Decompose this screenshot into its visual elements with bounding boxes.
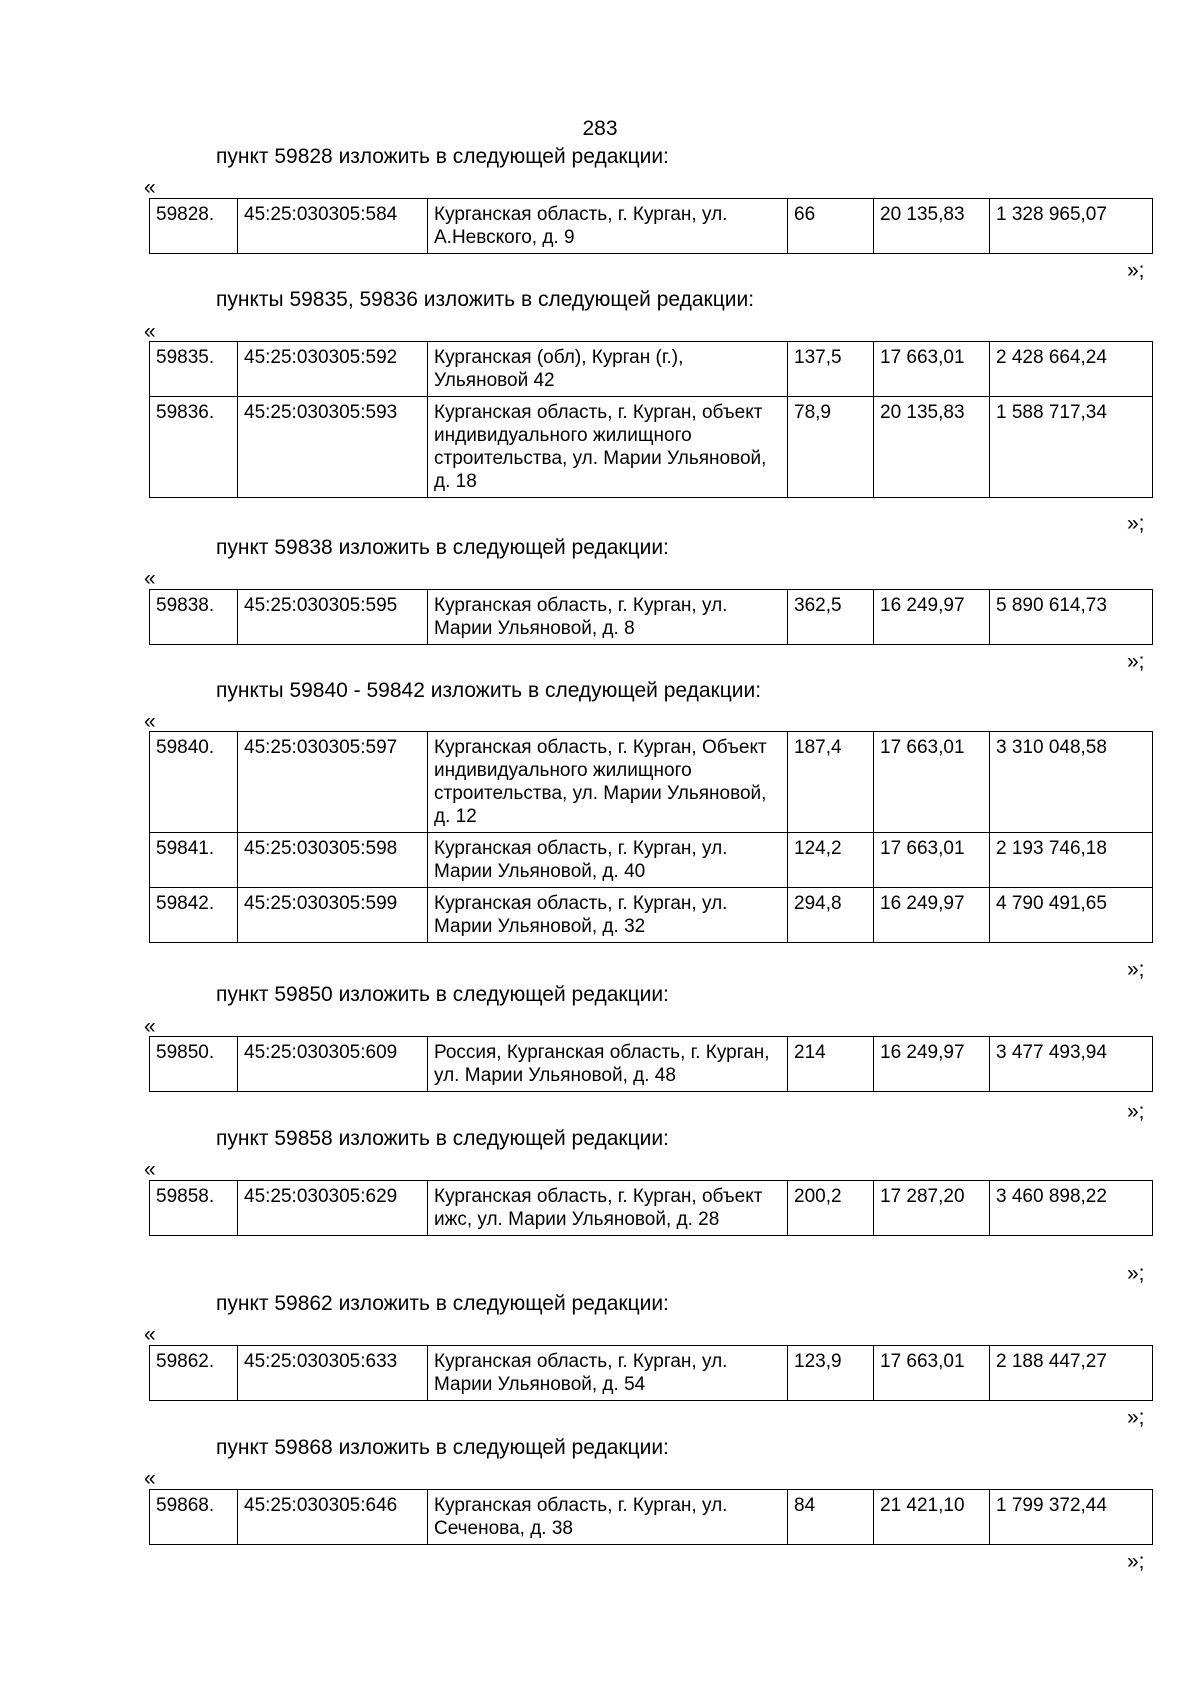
cadastral-value-cell: 3 460 898,22 [990, 1181, 1153, 1236]
area-cell: 78,9 [788, 397, 874, 498]
close-quote: »; [1127, 1262, 1145, 1285]
close-quote: »; [1127, 1550, 1145, 1573]
area-cell: 187,4 [788, 732, 874, 833]
row-number-cell: 59862. [150, 1346, 238, 1401]
cadastral-number-cell: 45:25:030305:584 [238, 199, 428, 254]
table-row [150, 199, 1153, 254]
section-intro: пункты 59840 - 59842 изложить в следующей редакции: [216, 679, 762, 702]
row-number-cell: 59838. [150, 590, 238, 645]
cadastral-number-cell: 45:25:030305:592 [238, 342, 428, 397]
cadastral-value-cell: 2 188 447,27 [990, 1346, 1153, 1401]
area-cell: 200,2 [788, 1181, 874, 1236]
table-row [150, 1181, 1153, 1236]
cadastral-value-cell: 5 890 614,73 [990, 590, 1153, 645]
cadastral-value-cell: 1 588 717,34 [990, 397, 1153, 498]
table-row [150, 1490, 1153, 1545]
edit-table [149, 731, 1153, 943]
row-number-cell: 59858. [150, 1181, 238, 1236]
cadastral-value-cell: 1 328 965,07 [990, 199, 1153, 254]
section-intro: пункт 59862 изложить в следующей редакции: [216, 1292, 669, 1315]
table-row [150, 833, 1153, 888]
close-quote: »; [1127, 1406, 1145, 1429]
area-cell: 124,2 [788, 833, 874, 888]
rate-cell: 17 663,01 [874, 732, 990, 833]
table-row [150, 1346, 1153, 1401]
rate-cell: 16 249,97 [874, 1037, 990, 1092]
close-quote: »; [1127, 1100, 1145, 1123]
address-cell: Курганская область, г. Курган, ул. Марии Ульяновой, д. 8 [428, 590, 788, 645]
section-intro: пункт 59838 изложить в следующей редакции: [216, 536, 669, 559]
row-number-cell: 59841. [150, 833, 238, 888]
edit-table [149, 1345, 1153, 1401]
address-cell: Курганская область, г. Курган, объект ижс, ул. Марии Ульяновой, д. 28 [428, 1181, 788, 1236]
open-quote: « [144, 1323, 156, 1346]
edit-table [149, 341, 1153, 498]
close-quote: »; [1127, 650, 1145, 673]
edit-table [149, 198, 1153, 254]
cadastral-number-cell: 45:25:030305:633 [238, 1346, 428, 1401]
edit-table [149, 1036, 1153, 1092]
cadastral-number-cell: 45:25:030305:595 [238, 590, 428, 645]
rate-cell: 17 663,01 [874, 342, 990, 397]
address-cell: Курганская область, г. Курган, ул. Марии Ульяновой, д. 32 [428, 888, 788, 943]
section-intro: пункт 59858 изложить в следующей редакции: [216, 1127, 669, 1150]
address-cell: Курганская область, г. Курган, ул. Марии Ульяновой, д. 54 [428, 1346, 788, 1401]
rate-cell: 21 421,10 [874, 1490, 990, 1545]
table-row [150, 1037, 1153, 1092]
cadastral-number-cell: 45:25:030305:629 [238, 1181, 428, 1236]
table-row [150, 397, 1153, 498]
cadastral-value-cell: 4 790 491,65 [990, 888, 1153, 943]
rate-cell: 17 663,01 [874, 833, 990, 888]
cadastral-value-cell: 1 799 372,44 [990, 1490, 1153, 1545]
rate-cell: 16 249,97 [874, 590, 990, 645]
table-row [150, 342, 1153, 397]
row-number-cell: 59835. [150, 342, 238, 397]
row-number-cell: 59850. [150, 1037, 238, 1092]
edit-table [149, 589, 1153, 645]
cadastral-value-cell: 2 193 746,18 [990, 833, 1153, 888]
cadastral-number-cell: 45:25:030305:599 [238, 888, 428, 943]
page-number: 283 [582, 117, 618, 140]
edit-table [149, 1180, 1153, 1236]
section-intro: пункты 59835, 59836 изложить в следующей редакции: [216, 288, 755, 311]
edit-table [149, 1489, 1153, 1545]
cadastral-value-cell: 2 428 664,24 [990, 342, 1153, 397]
address-cell: Курганская область, г. Курган, ул. Марии Ульяновой, д. 40 [428, 833, 788, 888]
rate-cell: 16 249,97 [874, 888, 990, 943]
section-intro: пункт 59850 изложить в следующей редакции: [216, 983, 669, 1006]
address-cell: Россия, Курганская область, г. Курган, ул. Марии Ульяновой, д. 48 [428, 1037, 788, 1092]
row-number-cell: 59842. [150, 888, 238, 943]
address-cell: Курганская область, г. Курган, объект индивидуального жилищного строительства, ул. Марии Ульяновой, д. 18 [428, 397, 788, 498]
rate-cell: 17 663,01 [874, 1346, 990, 1401]
area-cell: 362,5 [788, 590, 874, 645]
address-cell: Курганская область, г. Курган, ул. Сеченова, д. 38 [428, 1490, 788, 1545]
row-number-cell: 59868. [150, 1490, 238, 1545]
open-quote: « [144, 176, 156, 199]
cadastral-value-cell: 3 477 493,94 [990, 1037, 1153, 1092]
close-quote: »; [1127, 958, 1145, 981]
open-quote: « [144, 567, 156, 590]
cadastral-value-cell: 3 310 048,58 [990, 732, 1153, 833]
open-quote: « [144, 320, 156, 343]
rate-cell: 20 135,83 [874, 397, 990, 498]
row-number-cell: 59836. [150, 397, 238, 498]
area-cell: 214 [788, 1037, 874, 1092]
row-number-cell: 59828. [150, 199, 238, 254]
rate-cell: 20 135,83 [874, 199, 990, 254]
open-quote: « [144, 1158, 156, 1181]
area-cell: 84 [788, 1490, 874, 1545]
cadastral-number-cell: 45:25:030305:609 [238, 1037, 428, 1092]
open-quote: « [144, 1015, 156, 1038]
cadastral-number-cell: 45:25:030305:598 [238, 833, 428, 888]
address-cell: Курганская (обл), Курган (г.), Ульяновой 42 [428, 342, 788, 397]
close-quote: »; [1127, 259, 1145, 282]
area-cell: 123,9 [788, 1346, 874, 1401]
cadastral-number-cell: 45:25:030305:593 [238, 397, 428, 498]
cadastral-number-cell: 45:25:030305:597 [238, 732, 428, 833]
rate-cell: 17 287,20 [874, 1181, 990, 1236]
address-cell: Курганская область, г. Курган, ул. А.Невского, д. 9 [428, 199, 788, 254]
row-number-cell: 59840. [150, 732, 238, 833]
section-intro: пункт 59828 изложить в следующей редакции: [216, 145, 669, 168]
section-intro: пункт 59868 изложить в следующей редакции: [216, 1436, 669, 1459]
area-cell: 66 [788, 199, 874, 254]
area-cell: 137,5 [788, 342, 874, 397]
open-quote: « [144, 710, 156, 733]
table-row [150, 732, 1153, 833]
area-cell: 294,8 [788, 888, 874, 943]
address-cell: Курганская область, г. Курган, Объект индивидуального жилищного строительства, ул. Марии Ульяновой, д. 12 [428, 732, 788, 833]
table-row [150, 888, 1153, 943]
close-quote: »; [1127, 512, 1145, 535]
cadastral-number-cell: 45:25:030305:646 [238, 1490, 428, 1545]
open-quote: « [144, 1467, 156, 1490]
table-row [150, 590, 1153, 645]
